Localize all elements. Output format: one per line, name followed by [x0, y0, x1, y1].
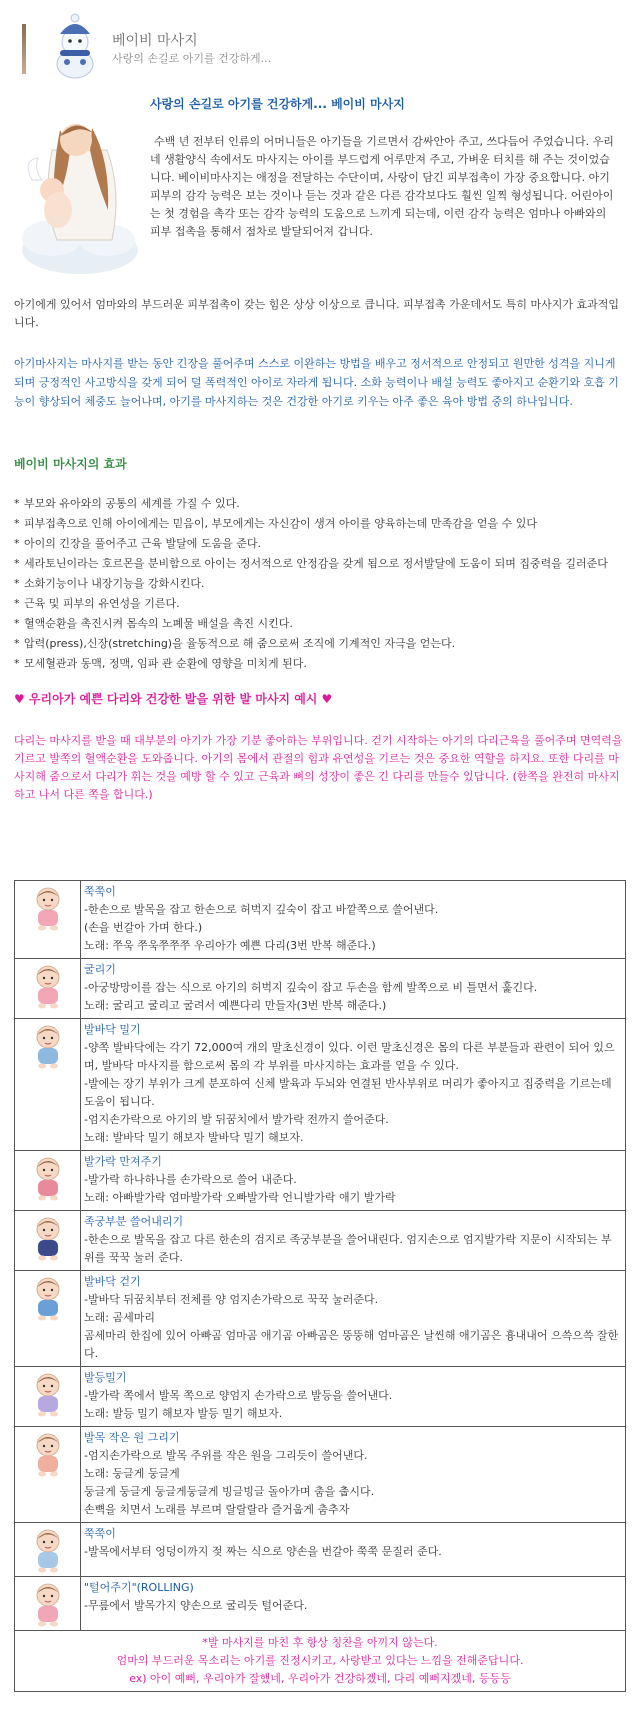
baby-icon [28, 1023, 68, 1069]
step-text-cell [81, 1523, 626, 1577]
step-line: -발가락 쪽에서 발목 쪽으로 양엄지 손가락으로 발등을 쓸어낸다. [84, 1389, 393, 1402]
step-row [15, 959, 626, 1019]
step-text-cell [81, 959, 626, 1019]
step-illustration-cell [15, 1367, 81, 1427]
step-row [15, 1367, 626, 1427]
step-title: 쭉쭉이 [84, 885, 116, 898]
step-line: -한손으로 발목을 잡고 한손으로 허벅지 깊숙이 잡고 바깥쪽으로 쓸어낸다. [84, 903, 439, 916]
step-title: 발바닥 밀기 [84, 1023, 141, 1036]
step-line: -무릎에서 발목가지 양손으로 굴리듯 털어준다. [84, 1599, 308, 1612]
step-line: 노래: 쭈욱 쭈욱쭈쭈쭈 우리아가 예쁜 다리(3번 반복 해준다.) [84, 939, 376, 952]
effect-item: * 모세혈관과 동맥, 정맥, 임파 관 순환에 영향을 미치게 된다. [14, 655, 626, 673]
step-line: 노래: 아빠발가락 엄마발가락 오빠발가락 언니발가락 애기 발가락 [84, 1191, 396, 1204]
step-title: 발등밀기 [84, 1371, 127, 1384]
step-illustration-cell [15, 1019, 81, 1151]
step-line: (손을 번갈아 가며 한다.) [84, 921, 203, 934]
step-title: 발목 작은 원 그리기 [84, 1431, 180, 1444]
step-title: 발바닥 걷기 [84, 1275, 141, 1288]
step-title: 굴리기 [84, 963, 116, 976]
step-row [15, 1523, 626, 1577]
header-accent-bar [22, 24, 26, 74]
step-row [15, 1271, 626, 1367]
snowman-icon [42, 12, 108, 80]
step-line: -발목에서부터 엉덩이까지 젖 짜는 식으로 양손을 번갈아 쭉쭉 문질러 준다. [84, 1545, 442, 1558]
step-title: 발가락 만져주기 [84, 1155, 162, 1168]
step-title: 쭉쭉이 [84, 1527, 116, 1540]
baby-icon [28, 1155, 68, 1201]
step-line: -한손으로 발목을 잡고 다른 한손의 검지로 족궁부분을 쓸어내린다. 엄지손으로 엄지발가락 지문이 시작되는 부위를 꾹꾹 눌러 준다. [84, 1233, 612, 1264]
step-illustration-cell [15, 1427, 81, 1523]
effect-item: * 아이의 긴장을 풀어주고 근육 발달에 도움을 준다. [14, 535, 626, 553]
step-line: -엄지손가락으로 발목 주위를 작은 원을 그리듯이 쓸어낸다. [84, 1449, 368, 1462]
footer-row [15, 1631, 626, 1692]
step-title: "털어주기"(ROLLING) [84, 1581, 194, 1594]
effect-item: * 피부접촉으로 인해 아이에게는 믿음이, 부모에게는 자신감이 생겨 아이를 양육하는데 만족감을 얻을 수 있다 [14, 515, 626, 533]
footer-cell [15, 1631, 626, 1692]
massage-steps-table [14, 880, 626, 1692]
step-line: 노래: 곰세마리 [84, 1311, 155, 1324]
step-illustration-cell [15, 1211, 81, 1271]
step-line: 노래: 발등 밀기 해보자 발등 밀기 해보자. [84, 1407, 283, 1420]
step-line: -발에는 장기 부위가 크게 분포하여 신체 발육과 두뇌와 연결된 반사부위로 머리가 좋아지고 집중력을 기르는데 도움이 됩니다. [84, 1077, 612, 1108]
effect-item: * 근육 및 피부의 유연성을 기른다. [14, 595, 626, 613]
mother-baby-illustration [12, 110, 142, 278]
intro-paragraph: 수백 년 전부터 인류의 어머니들은 아기들을 기르면서 감싸안아 주고, 쓰다듬어 주었습니다. 우리네 생활양식 속에서도 마사지는 아이를 부드럽게 어루만져 주고, 가벼운 터치를 해 주는 것이었습니다. 베이비마사지는 애정을 전달하는 수단이며, 사랑이 담긴 피부접촉이 가장 중요합니다. 아기 피부의 감각 능력은 보는 것이나 듣는 것과 같은 다른 감각보다도 훨씬 일찍 형성됩니다. 어린아이는 첫 경험을 촉각 또는 감각 능력의 도움으로 느끼게 되는데, 이런 감각 능력은 엄마나 아빠와의 피부 접촉을 통해서 점차로 발달되어져 갑니다. [150, 135, 614, 238]
step-row [15, 1211, 626, 1271]
page-header [18, 6, 618, 84]
baby-icon [28, 1527, 68, 1573]
effect-item: * 소화기능이나 내장기능을 강화시킨다. [14, 575, 626, 593]
page-title: 베이비 마사지 [112, 33, 198, 49]
step-text-cell [81, 1151, 626, 1211]
effect-item: * 혈액순환을 촉진시켜 몸속의 노폐물 배설을 촉진 시킨다. [14, 615, 626, 633]
benefit-paragraph: 아기마사지는 마사지를 받는 동안 긴장을 풀어주며 스스로 이완하는 방법을 배우고 정서적으로 안정되고 원만한 성격을 지니게 되며 긍정적인 사고방식을 갖게 되어 덜 폭력적인 아이로 자라게 됩니다. 소화 능력이나 배설 능력도 좋아지고 순환기와 호흡 기능이 향상되어 체중도 늘어나며, 아기를 마사지하는 것은 건강한 아기로 키우는 아주 좋은 육아 방법 중의 하나입니다. [14, 357, 619, 408]
step-title: 족궁부분 쓸어내리기 [84, 1215, 184, 1228]
step-text-cell [81, 1019, 626, 1151]
step-illustration-cell [15, 959, 81, 1019]
baby-icon [28, 963, 68, 1009]
effects-heading: 베이비 마사지의 효과 [14, 457, 127, 471]
step-row [15, 1151, 626, 1211]
step-text-cell [81, 881, 626, 959]
baby-icon [28, 885, 68, 931]
step-line: -엄지손가락으로 아기의 발 뒤꿈치에서 발가락 전까지 쓸어준다. [84, 1113, 389, 1126]
footer-line: 엄마의 부드러운 목소리는 아기를 진정시키고, 사랑받고 있다는 느낌을 전해준답니다. [116, 1654, 524, 1667]
step-illustration-cell [15, 1523, 81, 1577]
step-row [15, 1427, 626, 1523]
page-subtitle: 사랑의 손길로 아기를 건강하게... [112, 52, 272, 65]
step-illustration-cell [15, 881, 81, 959]
step-illustration-cell [15, 1271, 81, 1367]
baby-icon [28, 1215, 68, 1261]
effect-item: * 압력(press),신장(stretching)을 율동적으로 해 줌으로써 조직에 기계적인 자극을 얻는다. [14, 635, 626, 653]
step-line: 노래: 둥글게 둥글게 [84, 1467, 180, 1480]
step-line: -아궁방망이를 잡는 식으로 아기의 허벅지 깊숙이 잡고 두손을 함께 발쪽으로 비 틀면서 훑긴다. [84, 981, 538, 994]
step-line: -발가락 하나하나를 손가락으로 쓸어 내준다. [84, 1173, 297, 1186]
step-text-cell [81, 1211, 626, 1271]
baby-icon [28, 1275, 68, 1321]
step-text-cell [81, 1427, 626, 1523]
baby-icon [28, 1431, 68, 1477]
step-line: 둥글게 둥글게 둥글게둥글게 빙글빙글 돌아가며 춤을 춥시다. [84, 1485, 375, 1498]
step-row [15, 1019, 626, 1151]
step-line: 손뼉을 치면서 노래를 부르며 랄랄랄라 즐거웁게 춤추자 [84, 1503, 350, 1516]
step-illustration-cell [15, 1151, 81, 1211]
effect-item: * 부모와 유아와의 공통의 세계를 가질 수 있다. [14, 495, 626, 513]
foot-massage-heading: ♥ 우리아가 예쁜 다리와 건강한 발을 위한 발 마사지 예시 ♥ [14, 692, 333, 706]
step-text-cell [81, 1367, 626, 1427]
intro-paragraph-continued: 아기에게 있어서 엄마와의 부드러운 피부접촉이 갖는 힘은 상상 이상으로 큽니다. 피부접촉 가운데서도 특히 마사지가 효과적입니다. [14, 298, 619, 329]
step-text-cell [81, 1577, 626, 1631]
step-row [15, 1577, 626, 1631]
foot-massage-intro: 다리는 마사지를 받을 때 대부분의 아기가 가장 기분 좋아하는 부위입니다. 걷기 시작하는 아기의 다리근육을 풀어주며 면역력을 기르고 발쪽의 혈액순환을 도와줍니다. 아기의 몸에서 관절의 힘과 유연성을 기르는 것은 중요한 역할을 하지요. 또한 다리를 마사지해 줌으로서 다리가 휘는 것을 예방 할 수 있고 근육과 뼈의 성장이 좋은 긴 다리를 만들수 있답니다. (한쪽을 완전히 마사지하고 나서 다른 쪽을 합니다.) [14, 734, 623, 801]
baby-icon [28, 1371, 68, 1417]
step-line: 노래: 굴리고 굴리고 굴려서 예쁜다리 만들자(3번 반복 해준다.) [84, 999, 387, 1012]
effect-item: * 세라토닌이라는 호르몬을 분비함으로 아이는 정서적으로 안정감을 갖게 됨으로 정서발달에 도움이 되며 집중력을 길러준다 [14, 555, 626, 573]
footer-line: *발 마사지를 마친 후 항상 칭찬을 아끼지 않는다. [202, 1636, 438, 1649]
step-line: 노래: 발바닥 밀기 해보자 발바닥 밀기 해보자. [84, 1131, 304, 1144]
step-text-cell [81, 1271, 626, 1367]
baby-icon [28, 1581, 68, 1627]
step-row [15, 881, 626, 959]
footer-line: ex) 아이 예뻐, 우리아가 잘했네, 우리아가 건강하겠네, 다리 예뻐지겠네, 등등등 [129, 1672, 511, 1685]
step-illustration-cell [15, 1577, 81, 1631]
step-line: 곰세마리 한집에 있어 아빠곰 엄마곰 애기곰 아빠곰은 뚱뚱해 엄마곰은 날씬해 애기곰은 흉내내어 으쓱으쓱 잘한다. [84, 1329, 619, 1360]
step-line: -발바닥 뒤꿈치부터 전체를 양 엄지손가락으로 꾹꾹 눌러준다. [84, 1293, 379, 1306]
effects-list [14, 495, 626, 675]
intro-headline: 사랑의 손길로 아기를 건강하게... 베이비 마사지 [150, 97, 405, 111]
step-line: -양쪽 발바닥에는 각기 72,000여 개의 말초신경이 있다. 이런 말초신경은 몸의 다른 부분들과 관련이 되어 있으며, 발바닥 마사지를 함으로써 몸의 각 부위를 마사지하는 효과를 얻을 수 있다. [84, 1041, 615, 1072]
